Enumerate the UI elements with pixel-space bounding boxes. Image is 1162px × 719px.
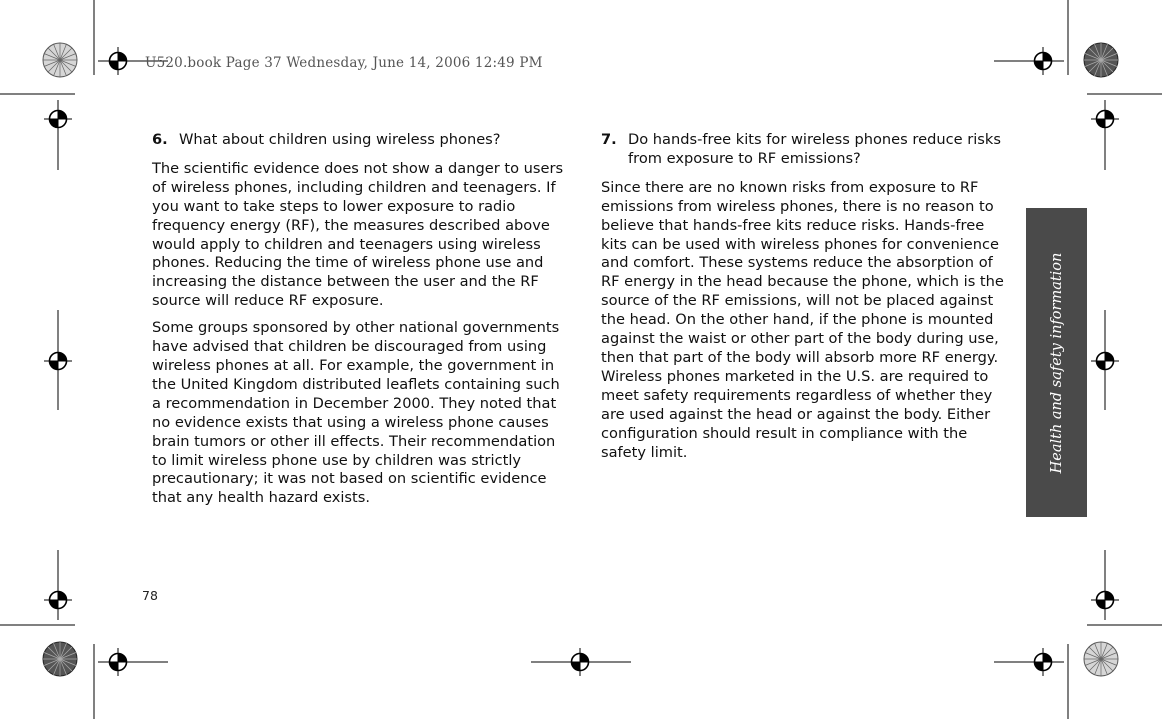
registration-mark-left-lower xyxy=(44,586,72,614)
answer-paragraph: Some groups sponsored by other national governments have advised that children be discouraged from using wireless phones at all. For example, the government in the United Kingdom distributed leaflets containing such a recommendation in December 2000. They noted that no evidence exists that using a wireless phone causes brain tumors or other ill effects. Their recommendation to limit wireless phone use by children was strictly precautionary; it was not based on scientific evidence that any health hazard exists. xyxy=(152,319,560,507)
question-7 xyxy=(601,131,1013,169)
registration-mark-bottom-right xyxy=(1029,648,1057,676)
page-number: 78 xyxy=(142,588,158,603)
answer-paragraph: The scientific evidence does not show a danger to users of wireless phones, including children and teenagers. If you want to take steps to lower exposure to radio frequency energy (RF), the measures described above would apply to children and teenagers using wireless phones. Reducing the time of wireless phone use and increasing the distance between the user and the RF source will reduce RF exposure. xyxy=(152,159,564,310)
registration-mark-right-middle xyxy=(1091,347,1119,375)
question-text: Do hands-free kits for wireless phones reduce risks from exposure to RF emissions? xyxy=(628,131,1001,167)
registration-mark-left-middle xyxy=(44,347,72,375)
print-slug: U520.book Page 37 Wednesday, June 14, 2006 12:49 PM xyxy=(145,55,543,71)
question-text: What about children using wireless phones? xyxy=(179,131,501,148)
registration-mark-right-lower xyxy=(1091,586,1119,614)
registration-mark-top-left xyxy=(104,47,132,75)
answer-paragraph: Since there are no known risks from exposure to RF emissions from wireless phones, there is no reason to believe that hands-free kits reduce risks. Hands-free kits can be used with wireless phones for convenience and comfort. These systems reduce the absorption of RF energy in the head because the phone, which is the source of the RF emissions, will not be placed against the head. On the other hand, if the phone is mounted against the waist or other part of the body during use, then that part of the body will absorb more RF energy. Wireless phones marketed in the U.S. are required to meet safety requirements regardless of whether they are used against the head or against the body. Either configuration should result in compliance with the safety limit. xyxy=(601,178,1004,461)
registration-mark-right-upper xyxy=(1091,105,1119,133)
question-number: 7. xyxy=(601,131,617,148)
registration-mark-left-upper xyxy=(44,105,72,133)
star-target-bottom-left xyxy=(43,642,77,676)
question-number: 6. xyxy=(152,131,168,148)
registration-mark-bottom-left xyxy=(104,648,132,676)
star-target-bottom-right xyxy=(1084,642,1118,676)
right-column xyxy=(601,131,1013,470)
section-title: Health and safety information xyxy=(1048,252,1065,473)
registration-mark-top-right xyxy=(1029,47,1057,75)
question-6 xyxy=(152,131,564,150)
registration-mark-bottom-center xyxy=(566,648,594,676)
section-side-tab xyxy=(1026,208,1087,517)
star-target-top-left xyxy=(43,43,77,77)
star-target-top-right xyxy=(1084,43,1118,77)
left-column xyxy=(152,131,564,516)
